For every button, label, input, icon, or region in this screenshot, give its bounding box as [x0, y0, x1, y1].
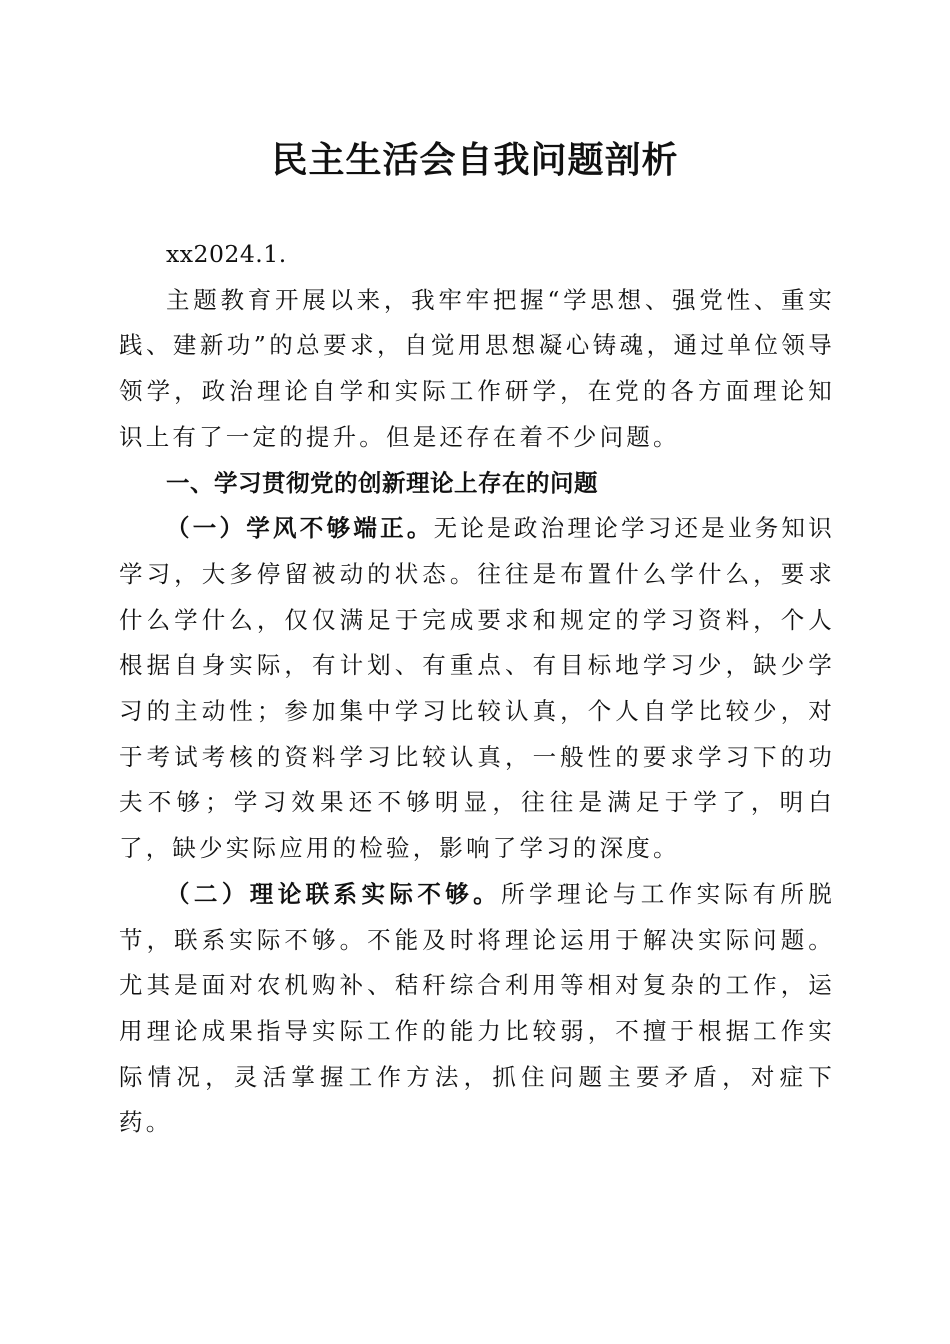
section-one-heading: 一、学习贯彻党的创新理论上存在的问题 [166, 468, 598, 497]
item-two-body: 所学理论与工作实际有所脱节，联系实际不够。不能及时将理论运用于解决实际问题。尤其是面对农机购补、秸秆综合利用等相对复杂的工作，运用理论成果指导实际工作的能力比较弱，不擅于根据工作实际情况，灵活掌握工作方法，抓住问题主要矛盾，对症下药。 [119, 879, 835, 1137]
item-one-lead: （一）学风不够端正。 [166, 514, 434, 543]
item-one-paragraph [119, 506, 835, 872]
document-title: 民主生活会自我问题剖析 [271, 139, 679, 181]
item-one-body: 无论是政治理论学习还是业务知识学习，大多停留被动的状态。往往是布置什么学什么，要求什么学什么，仅仅满足于完成要求和规定的学习资料，个人根据自身实际，有计划、有重点、有目标地学习少，缺少学习的主动性；参加集中学习比较认真，个人自学比较少，对于考试考核的资料学习比较认真，一般性的要求学习下的功夫不够；学习效果还不够明显，往往是满足于学了，明白了，缺少实际应用的检验，影响了学习的深度。 [119, 514, 835, 863]
item-two-lead: （二）理论联系实际不够。 [166, 879, 502, 908]
document-body [119, 232, 835, 1146]
intro-paragraph: 主题教育开展以来，我牢牢把握“学思想、强党性、重实践、建新功”的总要求，自觉用思想凝心铸魂，通过单位领导领学，政治理论自学和实际工作研学，在党的各方面理论知识上有了一定的提升。但是还存在着不少问题。 [119, 285, 835, 451]
item-two-paragraph [119, 872, 835, 1146]
date-line: xx2024.1. [166, 240, 287, 268]
